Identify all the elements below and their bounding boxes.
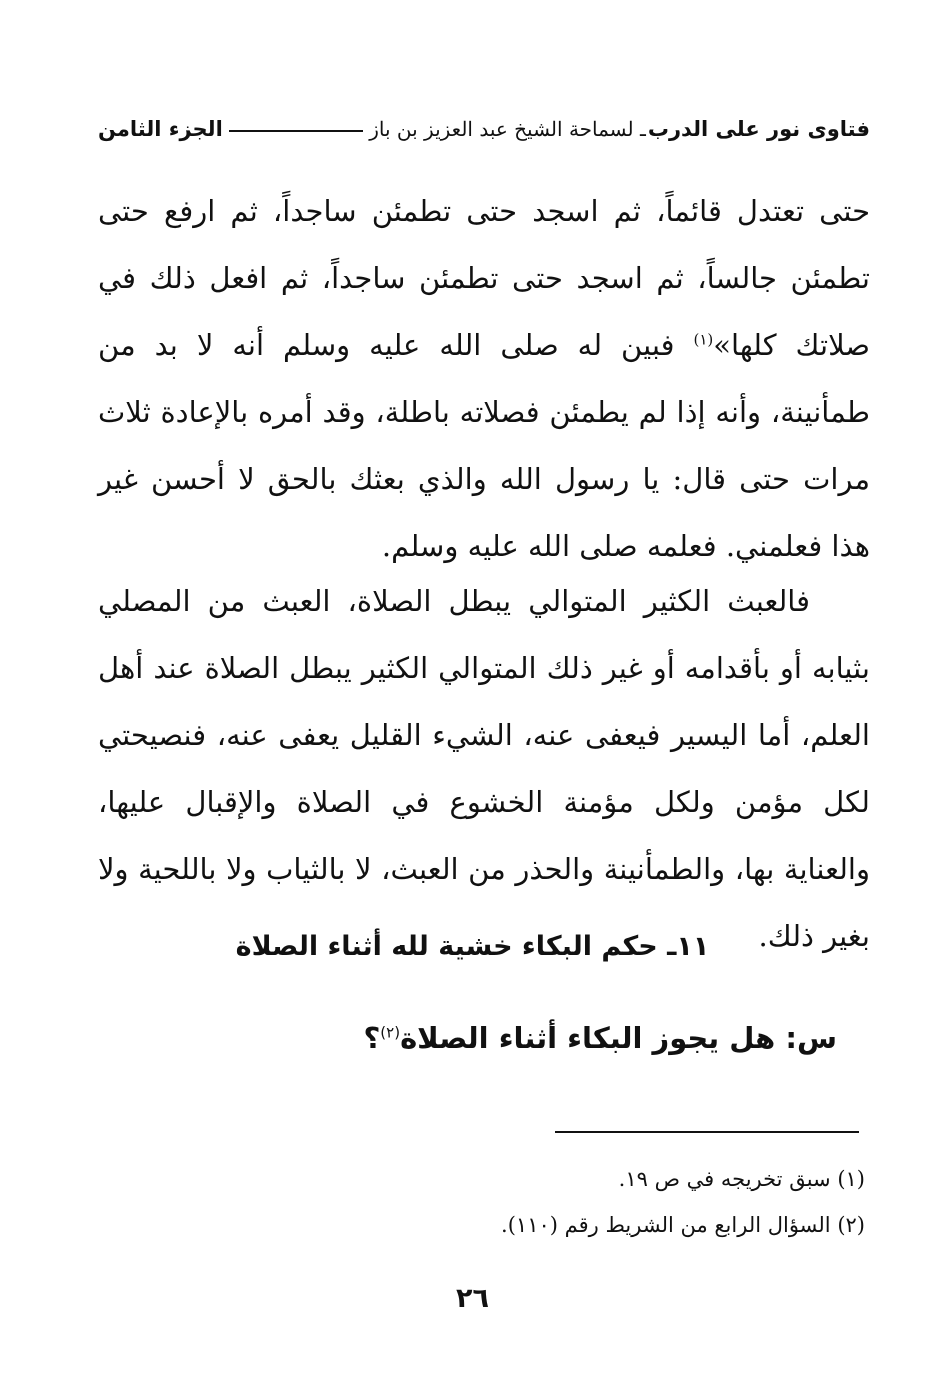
book-title: فتاوى نور على الدرب	[647, 117, 870, 141]
footnote-divider	[555, 1131, 859, 1133]
paragraph-1	[98, 178, 870, 580]
header-rule	[229, 130, 363, 132]
volume-part: الجزء الثامن	[98, 117, 223, 141]
question	[363, 1010, 837, 1066]
footnote-ref-2[interactable]: (٢)	[380, 1023, 401, 1042]
page-number: ٢٦	[456, 1283, 489, 1314]
footnote-ref-1[interactable]: (١)	[693, 330, 714, 349]
paragraph-2: فالعبث الكثير المتوالي يبطل الصلاة، العبث من المصلي بثيابه أو بأقدامه أو غير ذلك المتوالي الكثير يبطل الصلاة عند أهل العلم، أما اليسير فيعفى عنه، الشيء القليل يعفى عنه، فنصيحتي لكل مؤمن ولكل مؤمنة الخشوع في الصلاة والإقبال عليها، والعناية بها، والطمأنينة والحذر من العبث، لا بالثياب ولا باللحية ولا بغير ذلك.	[98, 584, 870, 953]
paragraph-1-text-b: فبين له صلى الله عليه وسلم أنه لا بد من طمأنينة، وأنه إذا لم يطمئن فصلاته باطلة، وقد أمره بالإعادة ثلاث مرات حتى قال: يا رسول الله والذي بعثك بالحق لا أحسن غير هذا فعلمني. فعلمه صلى الله عليه وسلم.	[98, 328, 870, 563]
paragraph-1-text-a: حتى تعتدل قائماً، ثم اسجد حتى تطمئن ساجداً، ثم ارفع حتى تطمئن جالساً، ثم اسجد حتى تطمئن ساجداً، ثم افعل ذلك في صلاتك كلها»	[98, 194, 870, 362]
question-text: س: هل يجوز البكاء أثناء الصلاة	[400, 1021, 837, 1055]
running-header	[98, 112, 870, 146]
question-mark: ؟	[363, 1021, 381, 1055]
footnote-2: (٢) السؤال الرابع من الشريط رقم (١١٠).	[501, 1213, 865, 1237]
author-line: ـ لسماحة الشيخ عبد العزيز بن باز	[369, 117, 646, 141]
section-heading: ١١ـ حكم البكاء خشية لله أثناء الصلاة	[235, 931, 710, 962]
footnote-1: (١) سبق تخريجه في ص ١٩.	[618, 1167, 865, 1191]
footnotes	[98, 1156, 865, 1248]
